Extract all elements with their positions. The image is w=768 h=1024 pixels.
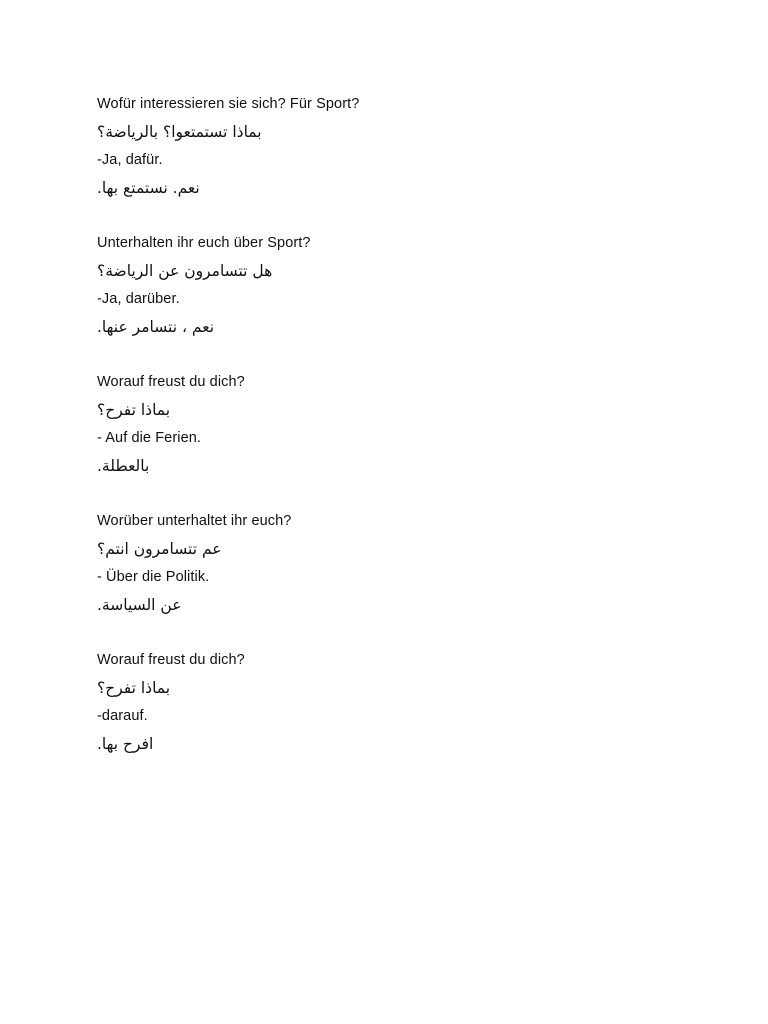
question-arabic: هل تتسامرون عن الرياضة؟ <box>97 262 273 280</box>
answer-arabic: نعم. نستمتع بها. <box>97 179 200 197</box>
answer-german: - Auf die Ferien. <box>97 430 202 446</box>
question-german: Wofür interessieren sie sich? Für Sport? <box>97 96 360 112</box>
qa-block-2 <box>97 233 697 345</box>
question-german: Worauf freust du dich? <box>97 652 245 668</box>
answer-arabic: نعم ، نتسامر عنها. <box>97 318 215 336</box>
qa-block-1 <box>97 94 697 206</box>
document-content <box>97 94 697 789</box>
question-arabic: بماذا تفرح؟ <box>97 401 171 419</box>
answer-arabic: افرح بها. <box>97 735 154 753</box>
answer-arabic: عن السياسة. <box>97 596 182 614</box>
qa-block-5 <box>97 650 697 762</box>
answer-german: - Über die Politik. <box>97 569 210 585</box>
answer-german: -Ja, darüber. <box>97 291 180 307</box>
question-german: Unterhalten ihr euch über Sport? <box>97 235 311 251</box>
question-arabic: بماذا تستمتعوا؟ بالرياضة؟ <box>97 123 262 141</box>
answer-arabic: بالعطلة. <box>97 457 150 475</box>
qa-block-4 <box>97 511 697 623</box>
question-arabic: عم تتسامرون انتم؟ <box>97 540 222 558</box>
qa-block-3 <box>97 372 697 484</box>
question-german: Worüber unterhaltet ihr euch? <box>97 513 292 529</box>
answer-german: -Ja, dafür. <box>97 152 163 168</box>
question-arabic: بماذا تفرح؟ <box>97 679 171 697</box>
question-german: Worauf freust du dich? <box>97 374 245 390</box>
answer-german: -darauf. <box>97 708 148 724</box>
